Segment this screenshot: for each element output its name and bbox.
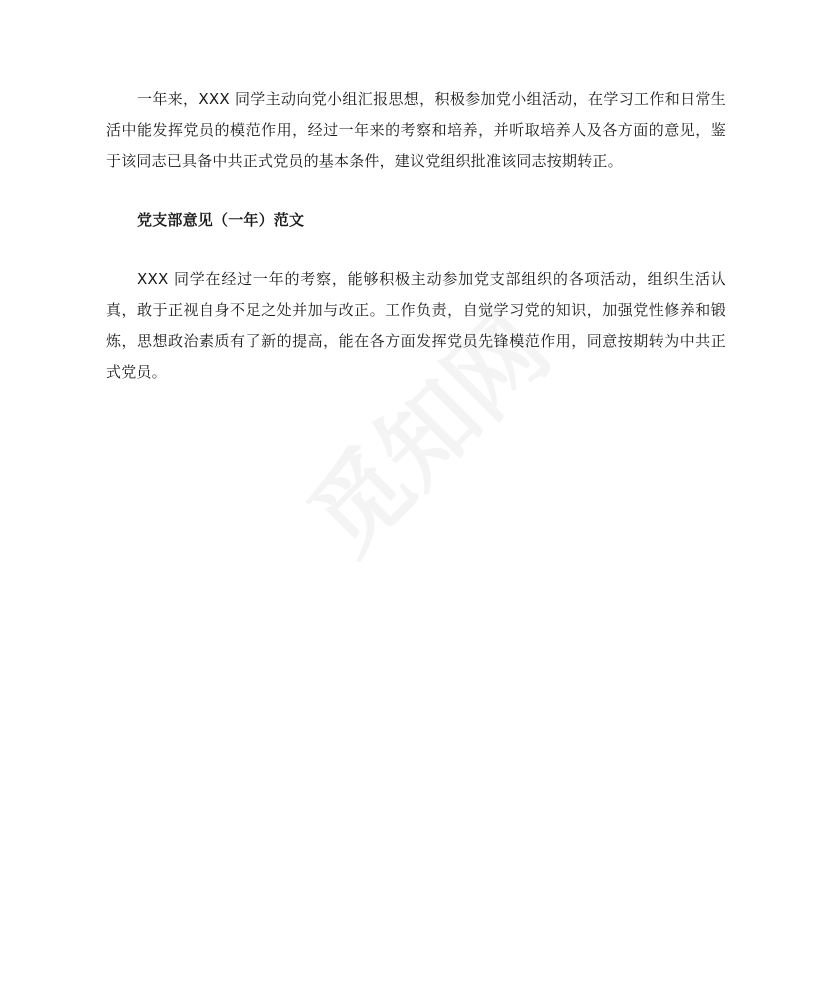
- paragraph-branch-opinion: XXX 同学在经过一年的考察，能够积极主动参加党支部组织的各项活动，组织生活认真，敢于正视自身不足之处并加与改正。工作负责，自觉学习党的知识，加强党性修养和锻炼，思想政治素质有了新的提高，能在各方面发挥党员先锋模范作用，同意按期转为中共正式党员。: [106, 270, 726, 381]
- document-body: [106, 84, 726, 388]
- section-heading: 党支部意见（一年）范文: [137, 211, 305, 229]
- paragraph-assessment: 一年来，XXX 同学主动向党小组汇报思想，积极参加党小组活动，在学习工作和日常生活中能发挥党员的模范作用，经过一年来的考察和培养，并听取培养人及各方面的意见，鉴于该同志已具备中共正式党员的基本条件，建议党组织批准该同志按期转正。: [106, 90, 726, 170]
